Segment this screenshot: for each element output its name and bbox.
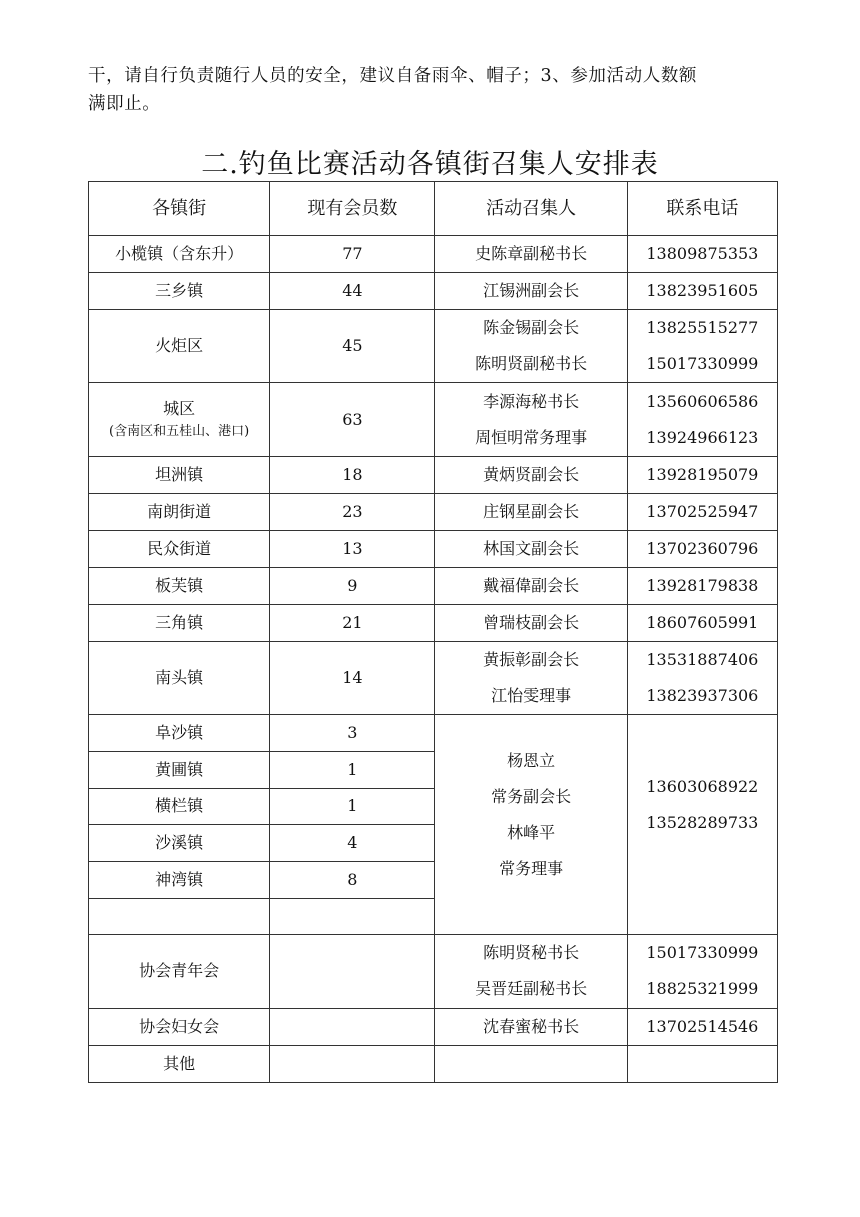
- phone-number: 13809875353: [646, 244, 759, 263]
- phone-number: 13823951605: [646, 281, 759, 300]
- phone-cell: [627, 530, 777, 567]
- town-cell: 黄圃镇: [89, 751, 270, 788]
- town-note: (含南区和五桂山、港口): [109, 423, 250, 439]
- town-cell: 南朗街道: [89, 493, 270, 530]
- header-cell: 现有会员数: [270, 182, 435, 236]
- town-cell: [89, 898, 270, 935]
- phone-number: 15017330999: [646, 354, 759, 374]
- convener-name: 陈明贤副秘书长: [475, 354, 588, 374]
- convener-cell: [435, 273, 627, 310]
- convener-name: 史陈章副秘书长: [475, 244, 588, 263]
- phone-number: [628, 1046, 777, 1082]
- table-row: [89, 236, 778, 273]
- convener-name: 陈明贤秘书长: [483, 943, 580, 963]
- convener-cell: [435, 567, 627, 604]
- phone-cell: [627, 715, 777, 935]
- table-row: [89, 383, 778, 456]
- phone-cell: [627, 567, 777, 604]
- member-count-cell: [270, 1008, 435, 1045]
- convener-name: 曾瑞枝副会长: [483, 612, 580, 632]
- phone-cell: [627, 1045, 777, 1082]
- phone-cell: [627, 456, 777, 493]
- table-row: [89, 273, 778, 310]
- convener-name: 黄炳贤副会长: [483, 464, 580, 484]
- header-cell: 各镇街: [89, 182, 270, 236]
- table-row: [89, 1008, 778, 1045]
- phone-number: 13702360796: [646, 538, 759, 558]
- member-count-cell: 44: [270, 273, 435, 310]
- town-cell: 协会妇女会: [89, 1008, 270, 1045]
- member-count-cell: 3: [270, 715, 435, 752]
- phone-number: 13702514546: [646, 1016, 759, 1036]
- town-cell: [89, 383, 270, 456]
- convener-name: 李源海秘书长: [483, 391, 580, 411]
- convener-name: 沈春蜜秘书长: [483, 1016, 580, 1036]
- phone-number: 15017330999: [646, 943, 759, 963]
- convener-name: 江锡洲副会长: [483, 281, 580, 300]
- table-header-row: [89, 182, 778, 236]
- table-row: [89, 604, 778, 641]
- convener-name: 常务理事: [499, 858, 564, 878]
- header-cell: 活动召集人: [435, 182, 627, 236]
- intro-paragraph: [88, 62, 788, 118]
- page-title: 二.钓鱼比赛活动各镇街召集人安排表: [201, 149, 659, 180]
- convener-name: 常务副会长: [491, 786, 572, 806]
- convener-name: 周恒明常务理事: [475, 427, 588, 447]
- town-cell: 板芙镇: [89, 567, 270, 604]
- convener-name: 吴晋廷副秘书长: [475, 979, 588, 999]
- town-cell: 南头镇: [89, 641, 270, 714]
- member-count-cell: 9: [270, 567, 435, 604]
- phone-number: 13928179838: [646, 575, 759, 595]
- phone-number: 13528289733: [646, 812, 759, 832]
- member-count-cell: 8: [270, 861, 435, 898]
- town-cell: 其他: [89, 1045, 270, 1082]
- intro-line: 干，请自行负责随行人员的安全，建议自备雨伞、帽子；3、参加活动人数额: [88, 66, 698, 86]
- town-cell: 神湾镇: [89, 861, 270, 898]
- town-cell: 民众街道: [89, 530, 270, 567]
- convener-cell: [435, 383, 627, 456]
- phone-number: 13603068922: [646, 776, 759, 796]
- phone-number: 18607605991: [646, 612, 759, 632]
- phone-number: 18825321999: [646, 979, 759, 999]
- member-count-cell: 77: [270, 236, 435, 273]
- table-row: [89, 1045, 778, 1082]
- member-count-cell: 1: [270, 751, 435, 788]
- convener-cell: [435, 310, 627, 383]
- table-row: [89, 530, 778, 567]
- town-cell: 小榄镇（含东升）: [89, 236, 270, 273]
- member-count-cell: 14: [270, 641, 435, 714]
- table-row: [89, 715, 778, 752]
- member-count-cell: 1: [270, 788, 435, 825]
- convener-name: 江怡雯理事: [491, 685, 572, 705]
- phone-cell: [627, 604, 777, 641]
- convener-cell: [435, 604, 627, 641]
- town-cell: 阜沙镇: [89, 715, 270, 752]
- convener-cell: [435, 1008, 627, 1045]
- table-row: [89, 641, 778, 714]
- town-cell: 沙溪镇: [89, 825, 270, 862]
- town-name: 城区: [163, 398, 196, 418]
- member-count-cell: 4: [270, 825, 435, 862]
- member-count-cell: 45: [270, 310, 435, 383]
- member-count-cell: 63: [270, 383, 435, 456]
- convener-cell: [435, 641, 627, 714]
- phone-number: 13531887406: [646, 649, 759, 669]
- town-cell: 横栏镇: [89, 788, 270, 825]
- intro-line: 满即止。: [88, 94, 161, 114]
- table-row: [89, 935, 778, 1008]
- convener-name: 黄振彰副会长: [483, 649, 580, 669]
- convener-name: 林国文副会长: [483, 538, 580, 558]
- convener-cell: [435, 530, 627, 567]
- town-cell: 三乡镇: [89, 273, 270, 310]
- phone-cell: [627, 273, 777, 310]
- town-cell: 坦洲镇: [89, 456, 270, 493]
- convener-cell: [435, 1045, 627, 1082]
- phone-number: 13928195079: [646, 464, 759, 484]
- convener-name: 陈金锡副会长: [483, 318, 580, 338]
- phone-number: 13924966123: [646, 427, 759, 447]
- header-cell: 联系电话: [627, 182, 777, 236]
- member-count-cell: [270, 898, 435, 935]
- convener-name: [435, 1046, 626, 1082]
- phone-cell: [627, 310, 777, 383]
- table-row: [89, 567, 778, 604]
- town-cell: 三角镇: [89, 604, 270, 641]
- convener-table: [88, 181, 778, 1083]
- table-row: [89, 493, 778, 530]
- table-row: [89, 456, 778, 493]
- convener-cell: [435, 493, 627, 530]
- convener-name: 杨恩立: [507, 750, 556, 770]
- phone-number: 13825515277: [646, 318, 759, 338]
- convener-name: 林峰平: [507, 822, 556, 842]
- phone-cell: [627, 1008, 777, 1045]
- phone-cell: [627, 641, 777, 714]
- table-row: [89, 310, 778, 383]
- convener-cell: [435, 236, 627, 273]
- phone-number: 13702525947: [646, 501, 759, 521]
- phone-cell: [627, 935, 777, 1008]
- town-cell: 协会青年会: [89, 935, 270, 1008]
- phone-cell: [627, 493, 777, 530]
- member-count-cell: 23: [270, 493, 435, 530]
- member-count-cell: 18: [270, 456, 435, 493]
- member-count-cell: 21: [270, 604, 435, 641]
- phone-number: 13823937306: [646, 685, 759, 705]
- convener-cell: [435, 715, 627, 935]
- convener-cell: [435, 935, 627, 1008]
- member-count-cell: [270, 935, 435, 1008]
- phone-cell: [627, 383, 777, 456]
- town-cell: 火炬区: [89, 310, 270, 383]
- phone-number: 13560606586: [646, 391, 759, 411]
- member-count-cell: 13: [270, 530, 435, 567]
- convener-name: 戴福偉副会长: [483, 575, 580, 595]
- convener-name: 庄钢星副会长: [483, 501, 580, 521]
- member-count-cell: [270, 1045, 435, 1082]
- convener-cell: [435, 456, 627, 493]
- phone-cell: [627, 236, 777, 273]
